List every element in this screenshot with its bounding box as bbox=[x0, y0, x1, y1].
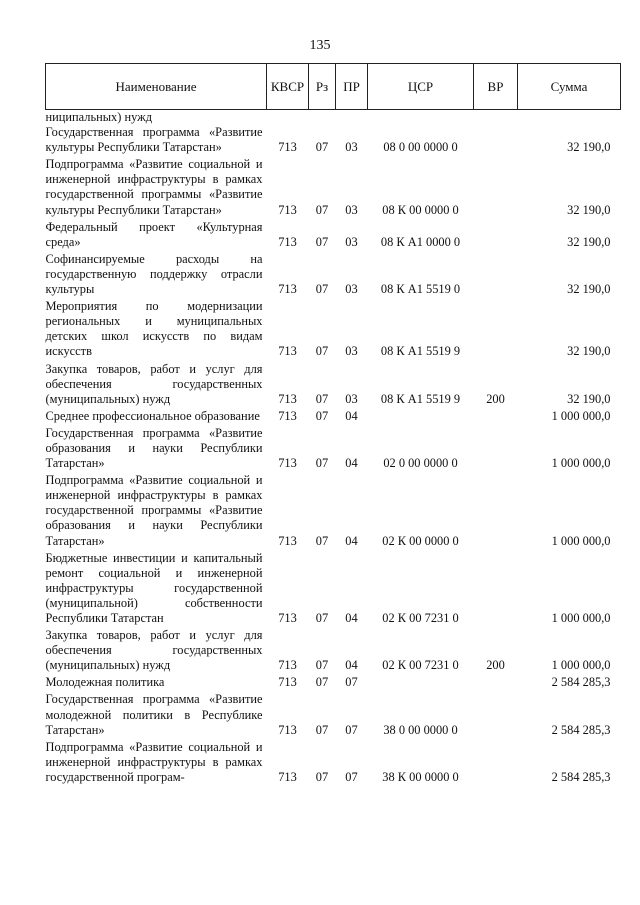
cell-csr: 02 К 00 0000 0 bbox=[382, 533, 459, 548]
cell-name: Софинансируемые расходы на государственную поддержку отрасли культуры bbox=[45, 251, 263, 297]
cell-csr bbox=[368, 409, 474, 426]
cell-rz: 07 bbox=[315, 140, 329, 155]
header-name: Наименование bbox=[46, 64, 267, 110]
cell-kvsr: 713 bbox=[278, 658, 297, 673]
header-csr: ЦСР bbox=[368, 64, 474, 110]
cell-rz: 07 bbox=[315, 611, 329, 625]
cell-csr: 02 К 00 7231 0 bbox=[382, 658, 459, 673]
cell-pr: 03 bbox=[345, 344, 358, 359]
cell-sum: 1 000 000,0 bbox=[551, 456, 611, 471]
cell-kvsr: 713 bbox=[278, 675, 297, 690]
table-body bbox=[46, 110, 621, 788]
cell-pr: 03 bbox=[345, 140, 358, 155]
cell-rz: 07 bbox=[315, 344, 329, 359]
cell-vr bbox=[474, 740, 518, 787]
table-row bbox=[46, 551, 621, 628]
cell-sum: 32 190,0 bbox=[567, 234, 611, 249]
cell-name: Бюджетные инвестиции и капитальный ремонт социальной и инженерной инфраструктуры государственной (муниципальной) собственности Республики Татарстан bbox=[45, 550, 263, 625]
cell-name: Среднее профессиональное образование bbox=[45, 408, 260, 423]
cell-pr: 07 bbox=[345, 769, 358, 784]
cell-kvsr: 713 bbox=[278, 282, 297, 297]
table-row bbox=[46, 692, 621, 739]
cell-name: Государственная программа «Развитие молодежной политики в Республике Татарстан» bbox=[45, 692, 263, 737]
cell-csr bbox=[368, 675, 474, 692]
cell-csr: 08 0 00 0000 0 bbox=[383, 140, 458, 155]
cell-name: Подпрограмма «Развитие социальной и инженерной инфраструктуры в рамках государственной программы «Развитие образования и науки Республики Татарстан» bbox=[45, 473, 263, 548]
cell-sum bbox=[518, 110, 621, 126]
cell-rz: 07 bbox=[315, 533, 329, 548]
cell-name: ниципальных) нужд bbox=[45, 110, 153, 124]
cell-rz: 07 bbox=[315, 722, 329, 737]
cell-csr: 38 0 00 0000 0 bbox=[383, 722, 458, 737]
cell-kvsr: 713 bbox=[278, 234, 297, 249]
table-row bbox=[46, 409, 621, 426]
cell-csr: 08 К А1 0000 0 bbox=[380, 234, 461, 249]
cell-csr: 08 К А1 5519 9 bbox=[380, 391, 461, 406]
table-row bbox=[46, 157, 621, 219]
cell-rz: 07 bbox=[315, 408, 329, 423]
cell-vr bbox=[474, 220, 518, 252]
cell-rz: 07 bbox=[315, 234, 329, 249]
table-row bbox=[46, 473, 621, 550]
cell-pr: 03 bbox=[345, 202, 358, 217]
cell-pr: 07 bbox=[345, 675, 358, 690]
cell-vr bbox=[474, 473, 518, 550]
cell-name: Мероприятия по модернизации региональных и муниципальных детских школ искусств по видам искусств bbox=[45, 299, 263, 359]
header-vr: ВР bbox=[474, 64, 518, 110]
table-row bbox=[46, 299, 621, 361]
cell-rz: 07 bbox=[315, 456, 329, 471]
cell-pr: 03 bbox=[345, 282, 358, 297]
cell-rz: 07 bbox=[315, 282, 329, 297]
cell-sum: 2 584 285,3 bbox=[551, 769, 611, 784]
cell-rz: 07 bbox=[315, 202, 329, 217]
header-kvsr: КВСР bbox=[267, 64, 309, 110]
table-row bbox=[46, 125, 621, 157]
cell-sum: 32 190,0 bbox=[567, 140, 611, 155]
table-header bbox=[46, 64, 621, 110]
cell-sum: 2 584 285,3 bbox=[551, 675, 611, 690]
cell-csr: 02 0 00 0000 0 bbox=[383, 456, 458, 471]
cell-vr bbox=[474, 692, 518, 739]
cell-name: Молодежная политика bbox=[45, 675, 165, 690]
cell-name: Закупка товаров, работ и услуг для обеспечения государственных (муниципальных) нужд bbox=[45, 628, 263, 673]
header-sum: Сумма bbox=[518, 64, 621, 110]
header-rz: Рз bbox=[309, 64, 336, 110]
cell-kvsr bbox=[267, 110, 309, 126]
cell-sum: 1 000 000,0 bbox=[551, 408, 611, 423]
table-row bbox=[46, 362, 621, 409]
cell-vr bbox=[474, 157, 518, 219]
cell-kvsr: 713 bbox=[278, 344, 297, 359]
cell-name: Закупка товаров, работ и услуг для обеспечения государственных (муниципальных) нужд bbox=[45, 361, 263, 406]
cell-kvsr: 713 bbox=[278, 533, 297, 548]
cell-rz: 07 bbox=[315, 391, 329, 406]
table-row bbox=[46, 252, 621, 299]
cell-name: Государственная программа «Развитие культуры Республики Татарстан» bbox=[45, 125, 263, 155]
cell-vr bbox=[474, 252, 518, 299]
cell-pr: 07 bbox=[345, 722, 358, 737]
cell-kvsr: 713 bbox=[278, 722, 297, 737]
table-row bbox=[46, 426, 621, 473]
cell-sum: 2 584 285,3 bbox=[551, 722, 611, 737]
cell-vr bbox=[474, 299, 518, 361]
table-row bbox=[46, 675, 621, 692]
cell-pr: 04 bbox=[345, 456, 358, 471]
table-row bbox=[46, 740, 621, 787]
cell-csr: 08 К 00 0000 0 bbox=[382, 202, 459, 217]
cell-vr bbox=[474, 110, 518, 126]
cell-vr bbox=[474, 551, 518, 628]
cell-vr: 200 bbox=[486, 658, 505, 673]
cell-sum: 32 190,0 bbox=[567, 202, 611, 217]
cell-pr: 04 bbox=[345, 533, 358, 548]
cell-csr: 38 К 00 0000 0 bbox=[382, 769, 459, 784]
cell-csr: 08 К А1 5519 0 bbox=[380, 282, 461, 297]
cell-vr bbox=[474, 426, 518, 473]
cell-sum: 1 000 000,0 bbox=[551, 533, 611, 548]
cell-rz bbox=[309, 110, 336, 126]
table-row bbox=[46, 110, 621, 126]
cell-sum: 1 000 000,0 bbox=[551, 611, 611, 625]
cell-kvsr: 713 bbox=[278, 769, 297, 784]
cell-sum: 32 190,0 bbox=[567, 391, 611, 406]
cell-csr bbox=[368, 110, 474, 126]
cell-rz: 07 bbox=[315, 675, 329, 690]
cell-rz: 07 bbox=[315, 658, 329, 673]
cell-pr: 04 bbox=[345, 658, 358, 673]
cell-vr bbox=[474, 409, 518, 426]
cell-vr bbox=[474, 125, 518, 157]
header-pr: ПР bbox=[336, 64, 368, 110]
cell-vr: 200 bbox=[486, 391, 505, 406]
cell-name: Подпрограмма «Развитие социальной и инженерной инфраструктуры в рамках государственной программы «Развитие культуры Республики Татарстан» bbox=[45, 157, 263, 217]
cell-pr: 04 bbox=[345, 408, 358, 423]
budget-table bbox=[45, 63, 621, 787]
cell-kvsr: 713 bbox=[278, 391, 297, 406]
page-number: 135 bbox=[309, 38, 331, 53]
cell-csr: 02 К 00 7231 0 bbox=[382, 611, 459, 625]
cell-sum: 1 000 000,0 bbox=[551, 658, 611, 673]
cell-name: Подпрограмма «Развитие социальной и инженерной инфраструктуры в рамках государственной програм- bbox=[45, 739, 263, 784]
cell-kvsr: 713 bbox=[278, 202, 297, 217]
cell-pr: 04 bbox=[345, 611, 358, 625]
cell-kvsr: 713 bbox=[278, 140, 297, 155]
cell-vr bbox=[474, 675, 518, 692]
table-row bbox=[46, 628, 621, 675]
cell-sum: 32 190,0 bbox=[567, 282, 611, 297]
cell-name: Федеральный проект «Культурная среда» bbox=[45, 219, 263, 249]
cell-pr: 03 bbox=[345, 391, 358, 406]
cell-kvsr: 713 bbox=[278, 611, 297, 625]
cell-pr bbox=[336, 110, 368, 126]
cell-rz: 07 bbox=[315, 769, 329, 784]
cell-kvsr: 713 bbox=[278, 408, 297, 423]
cell-name: Государственная программа «Развитие образования и науки Республики Татарстан» bbox=[45, 425, 263, 471]
cell-kvsr: 713 bbox=[278, 456, 297, 471]
table-row bbox=[46, 220, 621, 252]
cell-sum: 32 190,0 bbox=[567, 344, 611, 359]
cell-pr: 03 bbox=[345, 234, 358, 249]
cell-csr: 08 К А1 5519 9 bbox=[380, 344, 461, 359]
